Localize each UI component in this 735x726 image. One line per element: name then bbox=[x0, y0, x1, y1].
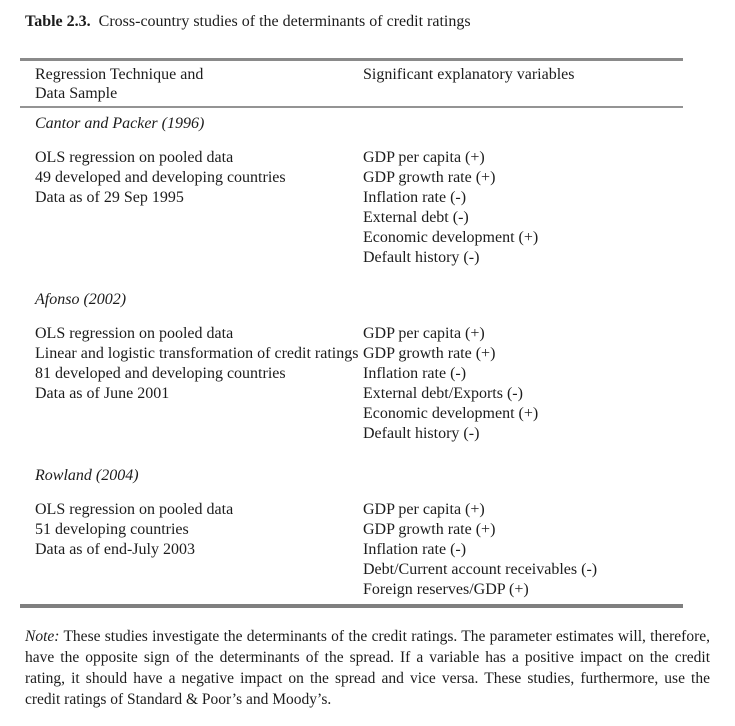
variable-line: Inflation rate (-) bbox=[363, 541, 467, 558]
technique-cell bbox=[20, 324, 363, 404]
section-body-rowland bbox=[20, 500, 683, 600]
section-heading-rowland: Rowland (2004) bbox=[35, 467, 139, 484]
variable-line: GDP growth rate (+) bbox=[363, 169, 496, 186]
table-note bbox=[25, 626, 710, 710]
section-heading-afonso: Afonso (2002) bbox=[35, 291, 127, 308]
variable-line: Debt/Current account receivables (-) bbox=[363, 561, 598, 578]
section-body-cantor-packer bbox=[20, 148, 683, 268]
technique-cell bbox=[20, 500, 363, 560]
header-col-variables bbox=[363, 65, 683, 103]
header-col-variables-label: Significant explanatory variables bbox=[363, 66, 575, 83]
variable-line: Default history (-) bbox=[363, 425, 480, 442]
variable-line: GDP growth rate (+) bbox=[363, 345, 496, 362]
technique-line: Data as of 29 Sep 1995 bbox=[35, 189, 184, 206]
variable-line: External debt/Exports (-) bbox=[363, 385, 523, 402]
section-body-afonso bbox=[20, 324, 683, 444]
table-caption bbox=[25, 12, 710, 31]
variable-line: Foreign reserves/GDP (+) bbox=[363, 581, 529, 598]
technique-cell bbox=[20, 148, 363, 208]
studies-table bbox=[20, 58, 683, 608]
variable-line: Default history (-) bbox=[363, 249, 480, 266]
technique-line: 51 developing countries bbox=[35, 521, 189, 538]
variable-line: GDP per capita (+) bbox=[363, 325, 485, 342]
variable-line: Economic development (+) bbox=[363, 405, 539, 422]
header-col-technique-line1: Regression Technique and bbox=[35, 66, 204, 83]
technique-line: OLS regression on pooled data bbox=[35, 501, 234, 518]
variables-cell bbox=[363, 148, 683, 268]
variables-cell bbox=[363, 324, 683, 444]
variable-line: Inflation rate (-) bbox=[363, 189, 467, 206]
header-col-technique-line2: Data Sample bbox=[35, 85, 118, 102]
technique-line: Data as of end-July 2003 bbox=[35, 541, 195, 558]
note-label: Note: bbox=[25, 628, 60, 645]
technique-line: Data as of June 2001 bbox=[35, 385, 170, 402]
technique-line: OLS regression on pooled data bbox=[35, 325, 234, 342]
technique-line: 81 developed and developing countries bbox=[35, 365, 286, 382]
table-number: Table 2.3. bbox=[25, 13, 91, 30]
variable-line: External debt (-) bbox=[363, 209, 469, 226]
table-header-row bbox=[20, 61, 683, 108]
table-title-text: Cross-country studies of the determinants of credit ratings bbox=[98, 13, 471, 30]
variable-line: GDP growth rate (+) bbox=[363, 521, 496, 538]
variable-line: GDP per capita (+) bbox=[363, 149, 485, 166]
header-col-technique bbox=[20, 65, 363, 103]
note-text: These studies investigate the determinants of the credit ratings. The parameter estimates will, therefore, have the opposite sign of the determinants of the spread. If a variable has a positive impact on the credit rating, it should have a negative impact on the spread and vice versa. These studies, furthermore, use the credit ratings of Standard & Poor’s and Moody’s. bbox=[25, 628, 710, 708]
variable-line: Inflation rate (-) bbox=[363, 365, 467, 382]
variable-line: GDP per capita (+) bbox=[363, 501, 485, 518]
technique-line: OLS regression on pooled data bbox=[35, 149, 234, 166]
variable-line: Economic development (+) bbox=[363, 229, 539, 246]
section-heading-cantor-packer: Cantor and Packer (1996) bbox=[35, 115, 205, 132]
variables-cell bbox=[363, 500, 683, 600]
technique-line: Linear and logistic transformation of credit ratings bbox=[35, 345, 359, 362]
technique-line: 49 developed and developing countries bbox=[35, 169, 286, 186]
